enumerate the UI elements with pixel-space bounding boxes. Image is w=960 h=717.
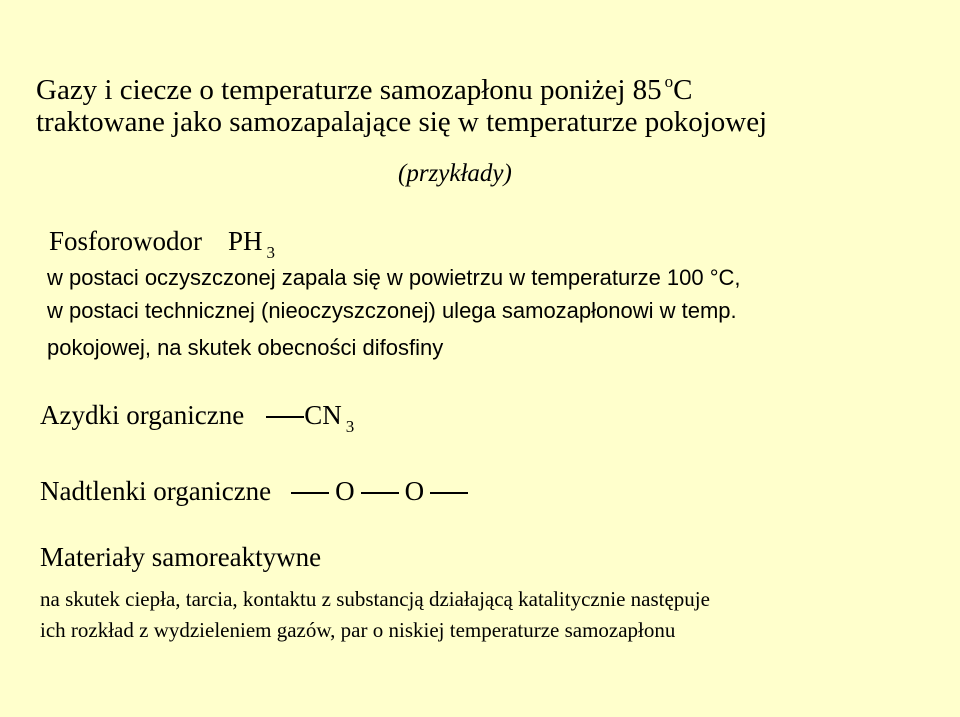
bond-dash xyxy=(361,492,399,494)
section-heading-azides xyxy=(40,398,354,444)
title-unit: C xyxy=(673,74,693,106)
bond-dash xyxy=(266,416,304,418)
phosphine-desc-line-2: w postaci technicznej (nieoczyszczonej) ulega samozapłonowi w temp. xyxy=(47,298,737,323)
bond-dash xyxy=(430,492,468,494)
section-heading-self-reactive: Materiały samoreaktywne xyxy=(40,542,322,572)
section-name: Nadtlenki organiczne xyxy=(40,476,272,506)
formula-cn3: CN $_3$ xyxy=(266,398,354,444)
section-name: Fosforowodor xyxy=(49,226,202,256)
title-line-2: traktowane jako samozapalające się w temperaturze pokojowej xyxy=(36,106,768,138)
degree-sup: o xyxy=(664,72,674,91)
formula-ph3: PH $_3$ xyxy=(228,226,276,262)
phosphine-desc-line-1: w postaci oczyszczonej zapala się w powietrzu w temperaturze 100 °C, xyxy=(47,265,741,290)
formula-peroxide: O O xyxy=(291,474,468,508)
section-heading-peroxides xyxy=(40,474,468,508)
title-line-1 xyxy=(36,64,692,108)
self-reactive-desc-line-2: ich rozkład z wydzieleniem gazów, par o niskiej temperaturze samozapłonu xyxy=(40,618,676,642)
phosphine-desc-line-3: pokojowej, na skutek obecności difosfiny xyxy=(47,335,444,360)
self-reactive-desc-line-1: na skutek ciepła, tarcia, kontaktu z substancją działającą katalitycznie następuje xyxy=(40,587,710,611)
examples-note: (przykłady) xyxy=(398,160,512,187)
title-text: Gazy i ciecze o temperaturze samozapłonu poniżej 85 xyxy=(36,74,662,106)
bond-dash xyxy=(291,492,329,494)
section-name: Azydki organiczne xyxy=(40,400,245,430)
